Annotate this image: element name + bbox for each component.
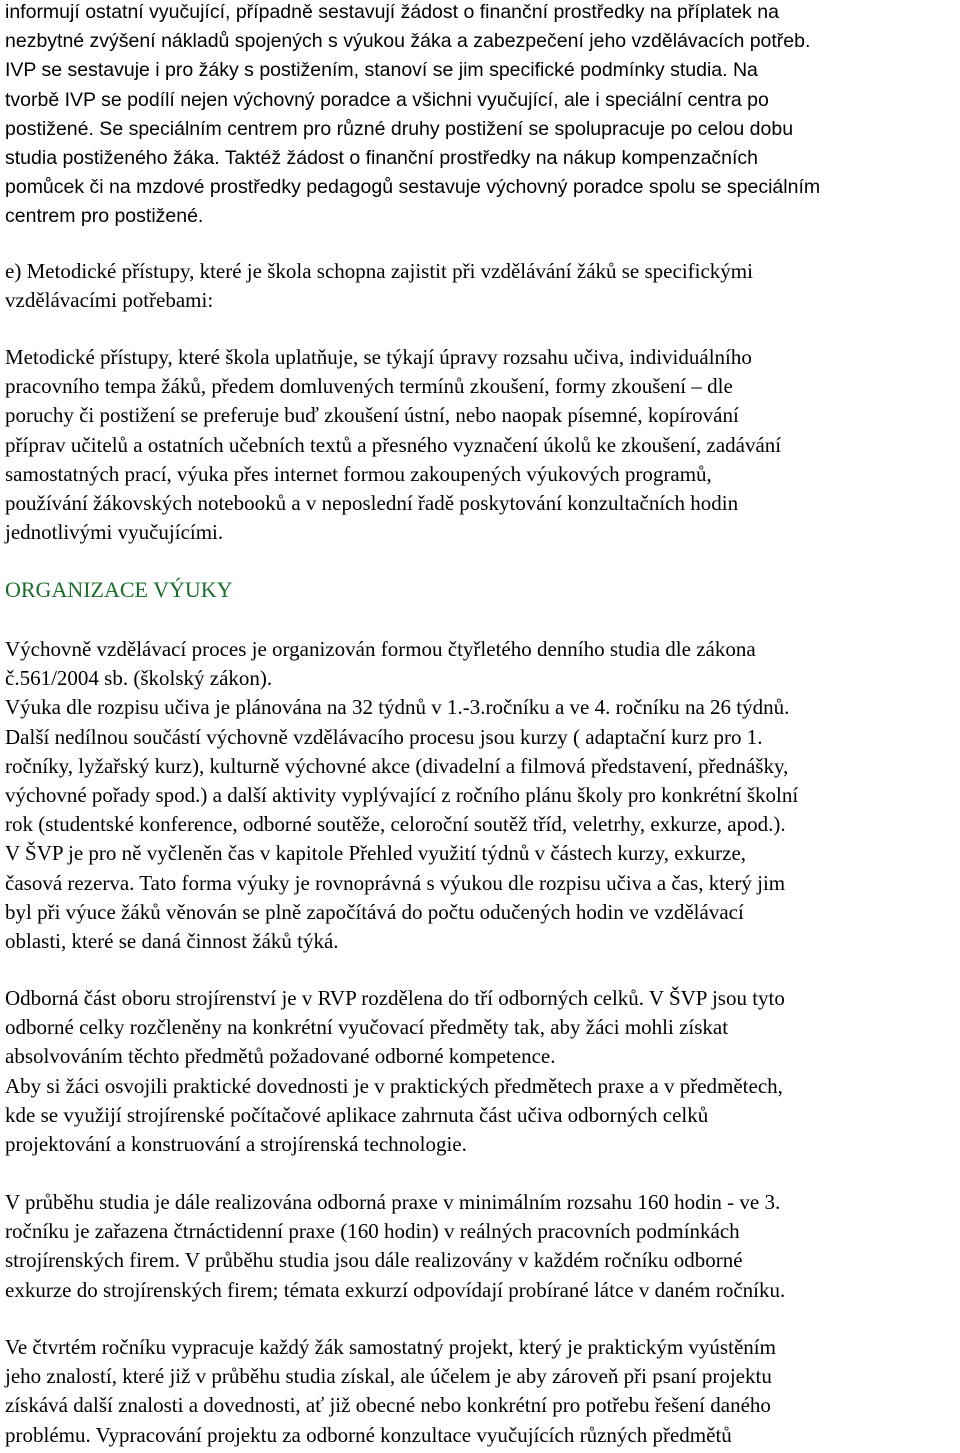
- professional-paragraph: [5, 984, 960, 1159]
- section-heading: ORGANIZACE VÝUKY: [5, 577, 233, 602]
- text-line: kde se využijí strojírenské počítačové aplikace zahrnuta část učiva odborných celků: [5, 1102, 709, 1127]
- text-line: výchovné pořady spod.) a další aktivity vyplývající z ročního plánu školy pro konkrétní školní: [5, 782, 799, 807]
- text-line: problému. Vypracování projektu za odborné konzultace vyučujících různých předmětů: [5, 1422, 732, 1447]
- text-line: e) Metodické přístupy, které je škola schopna zajistit při vzdělávání žáků se specifickými: [5, 259, 753, 283]
- text-line: Další nedílnou součástí výchovně vzdělávacího procesu jsou kurzy ( adaptační kurz pro 1.: [5, 724, 763, 749]
- text-line: exkurze do strojírenských firem; témata exkurzí odpovídají probírané látce v daném ročníku.: [5, 1277, 786, 1302]
- organization-paragraph: [5, 635, 960, 956]
- text-line: jeho znalostí, které již v průběhu studia získal, ale účelem je aby zároveň při psaní projektu: [5, 1364, 772, 1389]
- text-line: časová rezerva. Tato forma výuky je rovnoprávná s výukou dle rozpisu učiva a čas, který jim: [5, 870, 786, 895]
- text-line: nezbytné zvýšení nákladů spojených s výukou žáka a zabezpečení jeho vzdělávacích potřeb.: [5, 30, 811, 53]
- text-line: samostatných prací, výuka přes internet formou zakoupených výukových programů,: [5, 461, 712, 486]
- text-line: projektování a konstruování a strojírenská technologie.: [5, 1131, 467, 1156]
- text-line: ročníky, lyžařský kurz), kulturně výchovné akce (divadelní a filmová představení, přednášky,: [5, 753, 789, 778]
- text-line: Ve čtvrtém ročníku vypracuje každý žák samostatný projekt, který je praktickým vyústěním: [5, 1335, 776, 1359]
- text-line: odborné celky rozčleněny na konkrétní vyučovací předměty tak, aby žáci mohli získat: [5, 1015, 729, 1040]
- text-line: centrem pro postižené.: [5, 205, 204, 228]
- text-line: rok (studentské konference, odborné soutěže, celoroční soutěž tříd, veletrhy, exkurze, apod.).: [5, 812, 786, 837]
- text-line: Metodické přístupy, které škola uplatňuje, se týkají úpravy rozsahu učiva, individuálního: [5, 345, 752, 369]
- section-e-heading: [5, 257, 960, 315]
- text-line: jednotlivými vyučujícími.: [5, 520, 224, 545]
- text-line: absolvováním těchto předmětů požadované odborné kompetence.: [5, 1044, 556, 1069]
- text-line: Odborná část oboru strojírenství je v RVP rozdělena do tří odborných celků. V ŠVP jsou tyto: [5, 986, 785, 1010]
- text-line: příprav učitelů a ostatních učebních textů a přesného vyznačení úkolů ke zkoušení, zadávání: [5, 432, 782, 457]
- text-line: získává další znalosti a dovednosti, ať již obecné nebo konkrétní pro potřebu řešení daného: [5, 1393, 771, 1418]
- text-line: strojírenských firem. V průběhu studia jsou dále realizovány v každém ročníku odborné: [5, 1248, 743, 1273]
- text-line: pomůcek či na mzdové prostředky pedagogů sestavuje výchovný poradce spolu se speciálním: [5, 176, 821, 199]
- text-line: oblasti, které se daná činnost žáků týká.: [5, 928, 339, 953]
- text-line: vzdělávacími potřebami:: [5, 288, 214, 313]
- text-line: Výchovně vzdělávací proces je organizován formou čtyřletého denního studia dle zákona: [5, 637, 756, 661]
- text-line: poruchy či postižení se preferuje buď zkoušení ústní, nebo naopak písemné, kopírování: [5, 403, 739, 428]
- text-line: Výuka dle rozpisu učiva je plánována na 32 týdnů v 1.-3.ročníku a ve 4. ročníku na 26 týdnů.: [5, 695, 790, 720]
- text-line: studia postiženého žáka. Taktéž žádost o finanční prostředky na nákup kompenzačních: [5, 146, 759, 169]
- text-line: ročníku je zařazena čtrnáctidenní praxe (160 hodin) v reálných pracovních podmínkách: [5, 1219, 740, 1244]
- project-paragraph: [5, 1333, 960, 1450]
- text-line: informují ostatní vyučující, případně sestavují žádost o finanční prostředky na příplatek na: [5, 1, 779, 23]
- text-line: postižené. Se speciálním centrem pro různé druhy postižení se spolupracuje po celou dobu: [5, 117, 794, 140]
- text-line: č.561/2004 sb. (školský zákon).: [5, 666, 273, 691]
- practice-paragraph: [5, 1188, 960, 1305]
- text-line: tvorbě IVP se podílí nejen výchovný poradce a všichni vyučující, ale i speciální centra po: [5, 88, 769, 111]
- text-line: V ŠVP je pro ně vyčleněn čas v kapitole Přehled využití týdnů v částech kurzy, exkurze,: [5, 841, 747, 866]
- text-line: pracovního tempa žáků, předem domluvených termínů zkoušení, formy zkoušení – dle: [5, 374, 733, 399]
- text-line: Aby si žáci osvojili praktické dovednosti je v praktických předmětech praxe a v předmětech,: [5, 1073, 783, 1098]
- text-line: V průběhu studia je dále realizována odborná praxe v minimálním rozsahu 160 hodin - ve 3.: [5, 1190, 781, 1214]
- text-line: používání žákovských notebooků a v neposlední řadě poskytování konzultačních hodin: [5, 490, 739, 515]
- text-line: IVP se sestavuje i pro žáky s postižením, stanoví se jim specifické podmínky studia. Na: [5, 59, 758, 82]
- methods-paragraph: [5, 343, 960, 547]
- text-line: byl při výuce žáků věnován se plně započítává do počtu odučených hodin ve vzdělávací: [5, 899, 744, 924]
- intro-paragraph: [5, 0, 960, 232]
